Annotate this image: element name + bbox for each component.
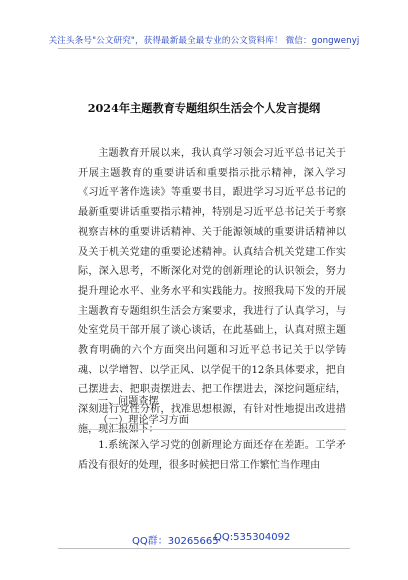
point-paragraph: 1.系统深入学习党的创新理论方面还存在差距。工学矛盾没有很好的处理，很多时候把日常工作繁忙当作理由 <box>78 440 346 471</box>
intro-paragraph: 主题教育开展以来，我认真学习领会习近平总书记关于开展主题教育的重要讲话和重要指示批示精神，深入学习《习近平著作选读》等重要书目，跟进学习习近平总书记的最新重要讲话重要指示精神，特别是习近平总书记关于考察视察吉林的重要讲话精神、关于能源领域的重要讲话精神以及关于机关党建的重要论述精神。认真结合机关党建工作实际，深入思考，不断深化对党的创新理论的认识领会，努力提升理论水平、业务水平和实践能力。按照我局下发的开展主题教育专题组织生活会方案要求，我进行了认真学习，与处室党员干部开展了谈心谈话，在此基础上，认真对照主题教育明确的六个方面突出问题和习近平总书记关于以学铸魂、以学增智、以学正风、以学促干的12条具体要求，把自己摆进去、把职责摆进去、把工作摆进去，深挖问题症结，深刻进行党性分析，找准思想根源，有针对性地提出改进措施，现汇报如下： <box>78 148 346 435</box>
subsection-divider <box>78 429 346 430</box>
subsection-heading: （一）理论学习方面 <box>98 415 189 426</box>
footer-qq-group: QQ群：30265665 <box>132 536 219 547</box>
section-heading: 一、问题查摆 <box>98 396 159 407</box>
header-note: 关注头条号"公文研究"，获得最新最全最专业的公文资料库！ 微信：gongwenyj <box>48 36 360 46</box>
header-divider <box>58 48 350 49</box>
footer-qq-number: QQ:535304092 <box>214 532 291 543</box>
point-block <box>78 436 346 475</box>
document-title: 2024年主题教育专题组织生活会个人发言提纲 <box>87 101 321 115</box>
footer-divider <box>58 548 350 549</box>
